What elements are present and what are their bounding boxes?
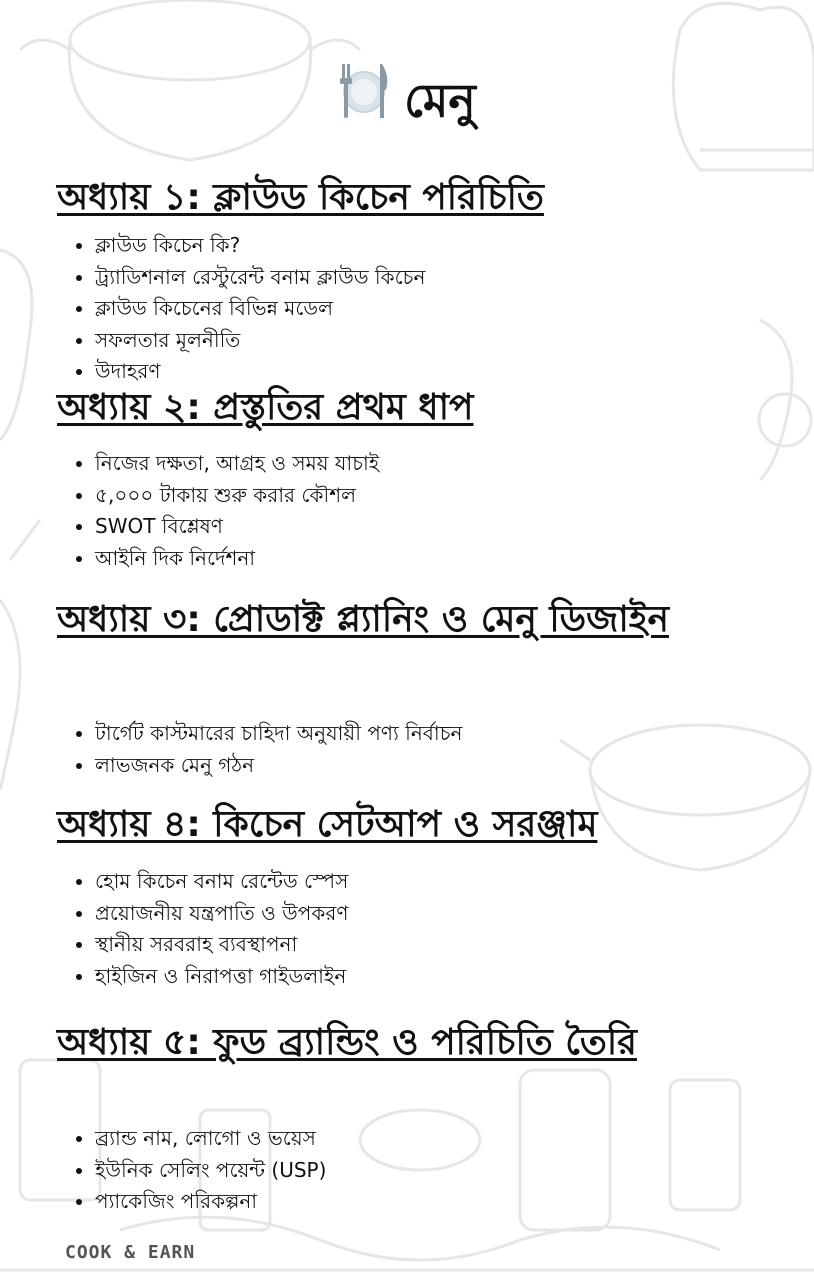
list-item: • টার্গেট কাস্টমারের চাহিদা অনুযায়ী পণ্য নির্বাচন [95,718,462,750]
page-title [0,62,814,139]
chapter-3-points [57,718,462,781]
list-item: • হোম কিচেন বনাম রেন্টেড স্পেস [95,866,348,898]
list-item: • প্যাকেজিং পরিকল্পনা [95,1186,326,1218]
list-item: • ইউনিক সেলিং পয়েন্ট (USP) [95,1155,326,1187]
list-item: • লাভজনক মেনু গঠন [95,750,462,782]
list-item: • হাইজিন ও নিরাপত্তা গাইডলাইন [95,961,348,993]
chapter-4-title: অধ্যায় ৪: কিচেন সেটআপ ও সরঞ্জাম [57,804,598,845]
fork-knife-plate-icon [338,62,390,139]
list-item: • আইনি দিক নির্দেশনা [95,543,379,575]
chapter-3-title: অধ্যায় ৩: প্রোডাক্ট প্ল্যানিং ও মেনু ডিজাইন [57,599,669,640]
list-item: • ব্র্যান্ড নাম, লোগো ও ভয়েস [95,1123,326,1155]
list-item: • ক্লাউড কিচেন কি? [95,230,425,262]
list-item: • স্থানীয় সরবরাহ ব্যবস্থাপনা [95,929,348,961]
page-title-label: মেনু [404,73,476,128]
chapter-5-title: অধ্যায় ৫: ফুড ব্র্যান্ডিং ও পরিচিতি তৈরি [57,1022,637,1063]
list-item: • উদাহরণ [95,356,425,388]
list-item: • ৫,০০০ টাকায় শুরু করার কৌশল [95,480,379,512]
chapter-4-points [57,866,348,992]
list-item: • ট্র্যাডিশনাল রেস্টুরেন্ট বনাম ক্লাউড কিচেন [95,262,425,294]
chapter-1-points [57,230,425,388]
chapter-2-points [57,448,379,574]
list-item: • নিজের দক্ষতা, আগ্রহ ও সময় যাচাই [95,448,379,480]
chapter-5-points [57,1123,326,1218]
brand-logo-text: COOK & EARN [65,1242,196,1263]
list-item: • প্রয়োজনীয় যন্ত্রপাতি ও উপকরণ [95,898,348,930]
list-item: • সফলতার মূলনীতি [95,325,425,357]
chapter-1-title: অধ্যায় ১: ক্লাউড কিচেন পরিচিতি [57,177,544,218]
chapter-2-title: অধ্যায় ২: প্রস্তুতির প্রথম ধাপ [57,387,474,428]
list-item: • SWOT বিশ্লেষণ [95,511,379,543]
list-item: • ক্লাউড কিচেনের বিভিন্ন মডেল [95,293,425,325]
